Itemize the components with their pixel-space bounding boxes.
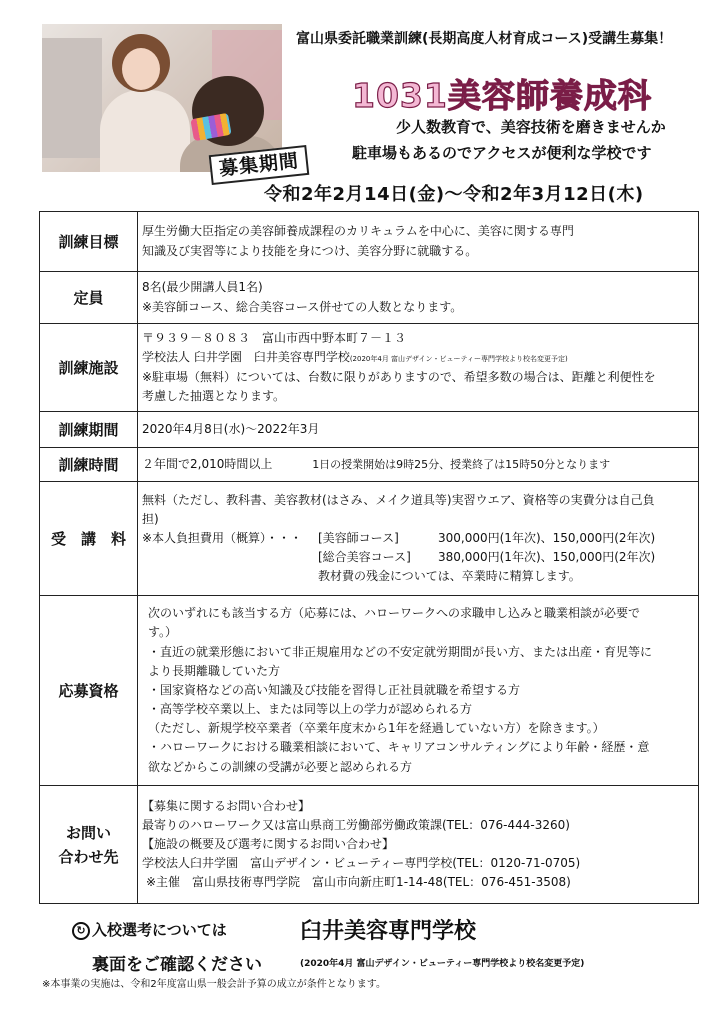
eligibility-line-7: （ただし、新規学校卒業者（卒業年度末から1年を経過していない方）を除きます。） [148,721,605,736]
goal-line-1: 厚生労働大臣指定の美容師養成課程のカリキュラムを中心に、美容に関する専門 [142,224,574,239]
contact-line-2: 学校法人臼井学園 富山デザイン・ビューティー専門学校(TEL：0120-71-0705) [142,856,581,871]
eligibility-line-9: 欲などからこの訓練の受講が必要と認められる方 [148,759,413,774]
contact-line-1: 最寄りのハローワーク又は富山県商工労働部労働政策課(TEL：076-444-3260) [142,817,570,832]
label-hours: 訓練時間 [40,448,138,482]
fee-course-2 [142,548,694,567]
row-facility [40,324,699,412]
tagline-1: 少人数教育で、美容技術を磨きませんか [396,118,666,136]
contact-head-1: 【募集に関するお問い合わせ】 [142,798,311,813]
photo-stylist-face [122,48,160,90]
contact-line-3: ※主催 富山県技術専門学院 富山市向新庄町1-14-48(TEL：076-451-3508) [146,875,571,890]
value-hours [138,448,699,482]
value-facility [138,324,699,412]
value-fee [138,482,699,596]
eligibility-line-4: より長期離職していた方 [148,663,281,678]
hours-note: 1日の授業開始は9時25分、授業終了は15時50分となります [312,457,611,471]
contact-head-2: 【施設の概要及び選考に関するお問い合わせ】 [142,836,395,851]
eligibility-line-5: ・国家資格などの高い知識及び技能を習得し正社員就職を希望する方 [148,682,521,697]
eligibility-line-3: ・直近の就業形態において非正規雇用などの不安定就労期間が長い方、または出産・育児等に [148,644,653,659]
facility-school-note: (2020年4月 富山デザイン・ビューティー専門学校より校名変更予定) [349,355,568,364]
value-capacity [138,272,699,324]
fee-course-1-amount: 300,000円(1年次)、150,000円(2年次) [438,530,656,545]
facility-parking-2: 考慮した抽選となります。 [142,388,286,403]
row-fee [40,482,699,596]
facility-school: 学校法人 臼井学園 臼井美容専門学校 [142,350,350,365]
school-name: 臼井美容専門学校 [300,919,477,944]
row-hours [40,448,699,482]
capacity-line-2: ※美容師コース、総合美容コース併せての人数となります。 [142,299,463,314]
selection-text: 入校選考については [92,921,227,939]
fee-course-2-name: [総合美容コース] [318,550,411,565]
photo-shelf [42,38,102,158]
photo-stylist-body [100,90,190,172]
capacity-line-1: 8名(最少開講人員1名) [142,280,263,295]
eligibility-line-6: ・高等学校卒業以上、または同等以上の学力が認められる方 [148,702,473,717]
course-info-table [39,211,699,904]
fee-course-1 [142,529,694,548]
facility-parking-1: ※駐車場（無料）については、台数に限りがありますので、希望多数の場合は、距離と利便性を [142,369,656,384]
value-term: 2020年4月8日(水)～2022年3月 [138,412,699,448]
eligibility-line-8: ・ハローワークにおける職業相談において、キャリアコンサルティングにより年齢・経歴・意 [148,740,650,755]
rename-note: (2020年4月 富山デザイン・ビューティー専門学校より校名変更予定) [300,959,585,969]
facility-address: 〒９３９－８０８３ 富山市西中野本町７－１３ [142,331,407,346]
label-contact [40,786,138,904]
fee-self-pay: ※本人負担費用（概算）・・・ [142,530,303,545]
value-contact [138,786,699,904]
fee-line-2: 担) [142,511,159,526]
row-term [40,412,699,448]
hours-value: ２年間で2,010時間以上 [142,456,273,471]
recruitment-period-badge: 募集期間 [209,145,310,185]
recruitment-period: 令和2年2月14日(金)～令和2年3月12日(木) [264,184,644,205]
label-eligibility: 応募資格 [40,596,138,786]
header-subtitle: 富山県委託職業訓練(長期高度人材育成コース)受講生募集！ [296,31,673,47]
row-eligibility [40,596,699,786]
fee-remainder: 教材費の残金については、卒業時に精算します。 [318,569,581,584]
selection-notice [72,919,227,940]
label-goal: 訓練目標 [40,212,138,272]
fee-remainder-row [142,567,694,586]
row-contact [40,786,699,904]
see-back-notice: 裏面をご確認ください [92,955,262,975]
course-title: 1031美容師養成科 [352,76,652,115]
eligibility-line-1: 次のいずれにも該当する方（応募には、ハローワークへの求職申し込みと職業相談が必要で [148,606,641,621]
facility-school-line [142,348,694,367]
fee-line-1: 無料（ただし、教科書、美容教材(はさみ、メイク道具等)実習ウエア、資格等の実費分は自己負 [142,492,655,507]
value-goal [138,212,699,272]
row-goal [40,212,699,272]
refresh-arrow-icon: ↻ [72,922,90,940]
fee-course-1-name: [美容師コース] [318,530,399,545]
value-eligibility [138,596,699,786]
label-capacity: 定員 [40,272,138,324]
budget-footnote: ※本事業の実施は、令和2年度富山県一般会計予算の成立が条件となります。 [42,979,386,990]
eligibility-line-2: す。） [148,625,178,640]
goal-line-2: 知識及び実習等により技能を身につけ、美容分野に就職する。 [142,243,478,258]
row-capacity [40,272,699,324]
tagline-2: 駐車場もあるのでアクセスが便利な学校です [352,144,652,162]
label-contact-1: お問い [65,823,111,842]
label-fee: 受 講 料 [40,482,138,596]
label-facility: 訓練施設 [40,324,138,412]
salon-photo [42,24,282,172]
label-term: 訓練期間 [40,412,138,448]
label-contact-2: 合わせ先 [58,847,119,866]
fee-course-2-amount: 380,000円(1年次)、150,000円(2年次) [438,550,656,565]
